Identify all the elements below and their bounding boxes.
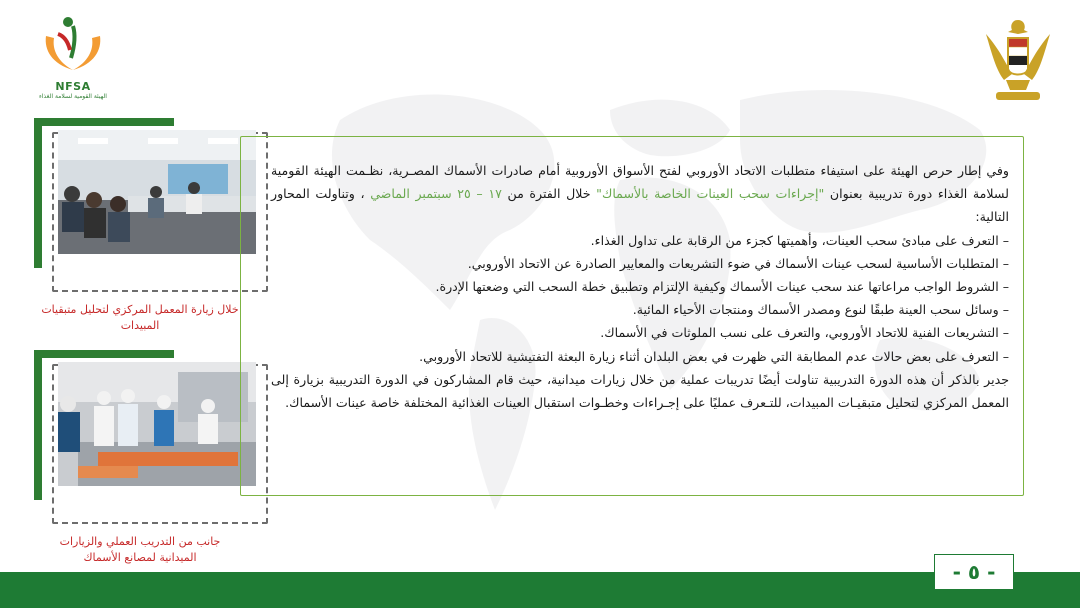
- nfsa-logo: [28, 14, 118, 114]
- article-text-box: [240, 136, 1024, 496]
- list-item: – الشروط الواجب مراعاتها عند سحب عينات الأسماك وكيفية الإلتزام وتطبيق خطة السحب التي وضعتها الإدرة.: [435, 279, 1009, 295]
- nfsa-logo-subtitle: الهيئة القومية لسلامة الغذاء: [39, 93, 107, 100]
- lab-visit-photo: [58, 130, 256, 254]
- footer-bar: [0, 572, 1080, 608]
- egypt-eagle-emblem-icon: [982, 14, 1054, 106]
- photo-caption-field-visit: جانب من التدريب العملي والزيارات الميدانية لمصانع الأسماك: [59, 535, 221, 564]
- photo-caption-lab-visit: خلال زيارة المعمل المركزي لتحليل متبقيات المبيدات: [41, 303, 239, 332]
- decor-bar: [34, 118, 42, 268]
- list-item: – التعرف على مبادئ سحب العينات، وأهميتها كجزء من الرقابة على تداول الغذاء.: [590, 232, 1009, 248]
- nfsa-logo-label: NFSA: [55, 80, 91, 93]
- decor-bar: [34, 118, 174, 126]
- closing-paragraph: جدير بالذكر أن هذه الدورة التدريبية تناولت أيضًا تدريبات عملية من خلال زيارات ميدانية، حيث قام المشاركون في الدورة التدريبية بزيارة إلى المعمل المركزي لتحليل متبقيـات المبيدات، للتـعرف عمليًا على إجـراءات وخطـوات استقبال العينات الغذائية المختلفة خاصة عينات الأسماك.: [271, 371, 1009, 411]
- topics-list: [271, 229, 1009, 368]
- photo-card-lab-visit: [34, 118, 244, 280]
- intro-text: وفي إطار حرص الهيئة على استيفاء متطلبات الاتحاد الأوروبي لفتح الأسواق الأوروبية أمام صادرات الأسماك المصـرية، نظـمت الهيئة القومية لسلامة الغذاء دورة تدريبية بعنوان: [271, 163, 1009, 202]
- page-number: - ٥ -: [934, 554, 1014, 590]
- list-item: – المتطلبات الأساسية لسحب عينات الأسماك في ضوء التشريعات والمعايير الصادرة عن الاتحاد الأوروبي.: [467, 255, 1009, 271]
- decor-bar: [34, 350, 42, 500]
- training-dates-highlight: ١٧ – ٢٥ سبتمبر الماضي: [370, 186, 502, 202]
- list-item: – التشريعات الفنية للاتحاد الأوروبي، والتعرف على نسب الملوثات في الأسماك.: [600, 325, 1009, 341]
- intro-paragraph: [271, 159, 1009, 229]
- photo-card-field-visit: [34, 350, 244, 512]
- nfsa-emblem-icon: [38, 14, 108, 76]
- intro-text: ، وتناولت المحاور التالية:: [271, 186, 1009, 225]
- field-visit-photo: [58, 362, 256, 486]
- intro-text: خلال الفترة من: [501, 186, 597, 202]
- list-item: – وسائل سحب العينة طبقًا لنوع ومصدر الأسماك ومنتجات الأحياء المائية.: [632, 302, 1009, 318]
- list-item: – التعرف على بعض حالات عدم المطابقة التي ظهرت في بعض البلدان أثناء زيارة البعثة التفتيشية للاتحاد الأوروبي.: [419, 348, 1009, 364]
- training-title-highlight: "إجراءات سحب العينات الخاصة بالأسماك": [596, 186, 825, 202]
- decor-bar: [34, 350, 174, 358]
